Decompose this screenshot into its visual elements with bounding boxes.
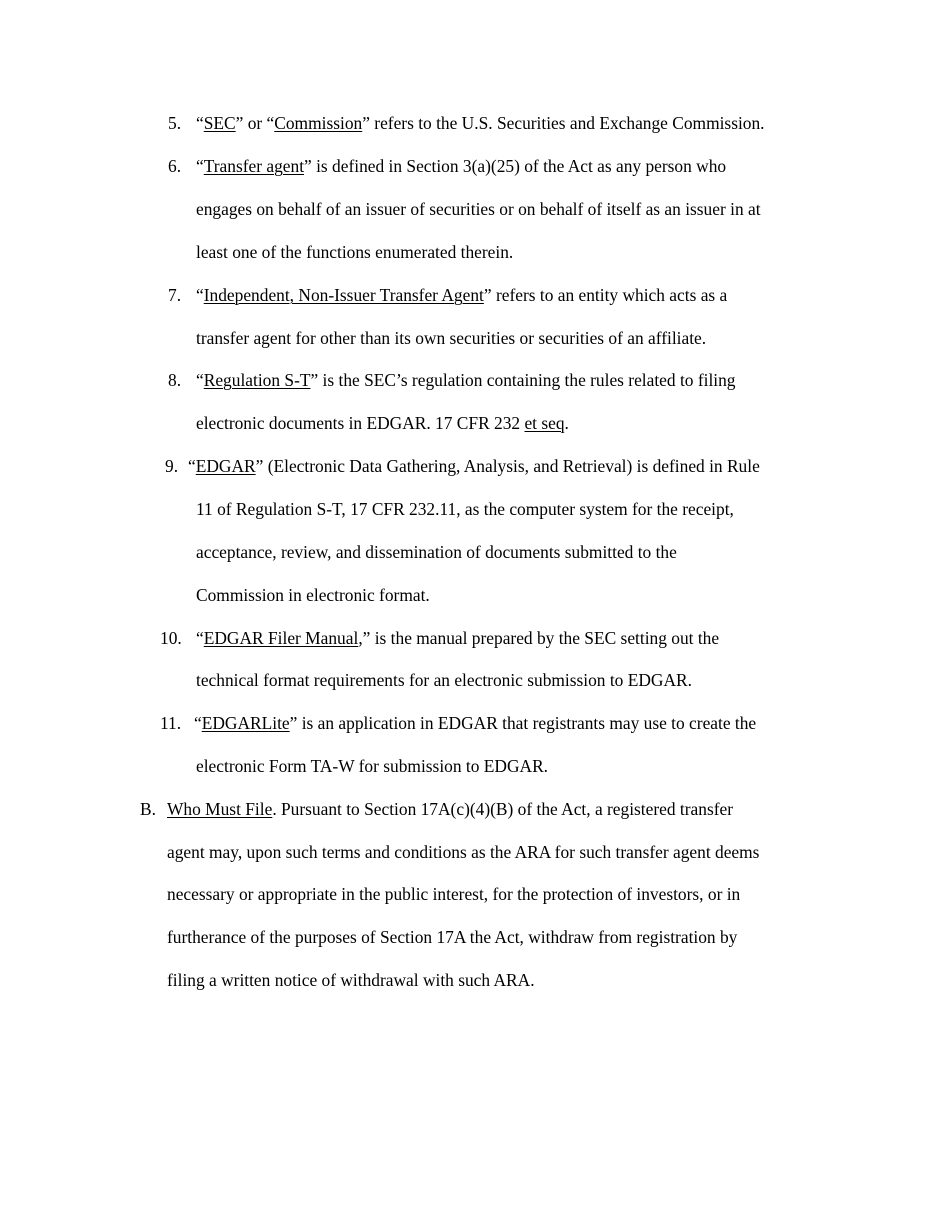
item-7-line-1: “Independent, Non-Issuer Transfer Agent” refers to an entity which acts as a (196, 285, 728, 305)
item-6-number: 6. (168, 156, 182, 176)
item-8-line-1: “Regulation S-T” is the SEC’s regulation containing the rules related to filing (196, 370, 736, 390)
section-b-line-3: necessary or appropriate in the public interest, for the protection of investors, or in (167, 884, 741, 904)
term-et-seq: et seq (524, 413, 565, 433)
item-10-line-2: technical format requirements for an electronic submission to EDGAR. (196, 670, 692, 690)
term-transfer-agent: Transfer agent (203, 156, 305, 176)
item-8-line-2: electronic documents in EDGAR. 17 CFR 232 et seq. (196, 413, 569, 433)
term-independent-transfer-agent: Independent, Non-Issuer Transfer Agent (203, 285, 484, 305)
term-commission: Commission (274, 113, 363, 133)
term-sec: SEC (203, 113, 236, 133)
section-b-line-1: Who Must File. Pursuant to Section 17A(c)(4)(B) of the Act, a registered transfer (167, 799, 734, 819)
section-b-line-5: filing a written notice of withdrawal with such ARA. (167, 970, 535, 990)
item-11-line-1: “EDGARLite” is an application in EDGAR that registrants may use to create the (194, 713, 757, 733)
item-9-line-4: Commission in electronic format. (196, 585, 430, 605)
item-9-line-2: 11 of Regulation S-T, 17 CFR 232.11, as the computer system for the receipt, (196, 499, 734, 519)
item-11-number: 11. (160, 713, 182, 733)
item-10-number: 10. (160, 628, 182, 648)
item-6-line-1: “Transfer agent” is defined in Section 3(a)(25) of the Act as any person who (196, 156, 727, 176)
term-edgar: EDGAR (195, 456, 256, 476)
section-b-line-2: agent may, upon such terms and conditions as the ARA for such transfer agent deems (167, 842, 760, 862)
section-b-heading: Who Must File (167, 799, 273, 819)
item-9-line-1: “EDGAR” (Electronic Data Gathering, Analysis, and Retrieval) is defined in Rule (188, 456, 760, 476)
item-10-line-1: “EDGAR Filer Manual,” is the manual prepared by the SEC setting out the (196, 628, 720, 648)
term-regulation-st: Regulation S-T (203, 370, 311, 390)
item-9-number: 9. (165, 456, 179, 476)
item-5-number: 5. (168, 113, 182, 133)
item-9-line-3: acceptance, review, and dissemination of documents submitted to the (196, 542, 677, 562)
term-edgarlite: EDGARLite (201, 713, 290, 733)
section-b-label: B. (140, 799, 156, 819)
item-5-line-1: “SEC” or “Commission” refers to the U.S. Securities and Exchange Commission. (196, 113, 765, 133)
item-6-line-2: engages on behalf of an issuer of securities or on behalf of itself as an issuer in at (196, 199, 761, 219)
item-6-line-3: least one of the functions enumerated therein. (196, 242, 514, 262)
section-b-line-4: furtherance of the purposes of Section 17A the Act, withdraw from registration by (167, 927, 738, 947)
term-edgar-filer-manual: EDGAR Filer Manual (203, 628, 359, 648)
item-8-number: 8. (168, 370, 182, 390)
item-7-line-2: transfer agent for other than its own securities or securities of an affiliate. (196, 328, 707, 348)
item-11-line-2: electronic Form TA-W for submission to EDGAR. (196, 756, 549, 776)
item-7-number: 7. (168, 285, 182, 305)
